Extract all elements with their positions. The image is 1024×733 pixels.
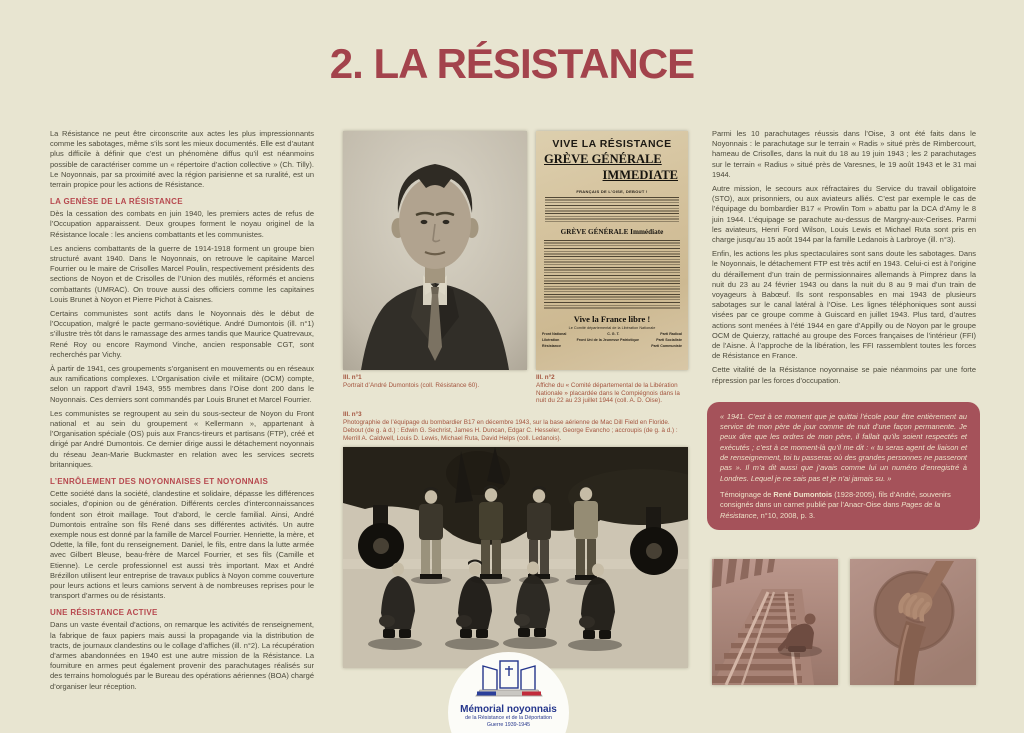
section-heading-resistance-active: UNE RÉSISTANCE ACTIVE	[50, 608, 158, 618]
crew-photo	[343, 447, 688, 668]
right-column	[712, 129, 976, 685]
caption-label: Ill. n°2	[536, 374, 555, 381]
body-paragraph: Autre mission, le secours aux réfractaires du Service du travail obligatoire (STO), aux prisonniers, ou aux aviateurs alliés. C’est par exemple le cas de l’équipage du bombardier B17 « Prowlin Tom » abattu par la DCA d’Amy le 8 juin 1944. L’équipage se parachute au-dessus de Margny-aux-Cerises. Parmi les aviateurs, Henri Ford Wilson, Louis Lewis et Michael Ruta sont pris en charge jusqu’au 15 août 1944 par la famille Ledanois à Larbroye (ill. n°3).	[712, 184, 976, 245]
body-paragraph: Dès la cessation des combats en juin 1940, les premiers actes de refus de l’Occupation apparaissent. Deux groupes forment le noyau originel de la Résistance locale : les anciens combattants et les communistes.	[50, 209, 314, 239]
caption-text: Affiche du « Comité départemental de la Libération Nationale » placardée dans le Compiégnois dans la nuit du 22 au 23 juillet 1944 (coll. A. D. Oise).	[536, 381, 680, 405]
attribution-name: René Dumontois	[773, 489, 833, 499]
caption-ill-1	[343, 374, 527, 405]
poster-subhead: FRANÇAIS DE L’OISE, DEBOUT !	[576, 189, 648, 194]
caption-text: Portrait d’André Dumontois (coll. Résistance 60).	[343, 381, 480, 389]
poster-committee-line: Le Comité départemental de la Libération Nationale	[568, 326, 656, 330]
poster-signatory: Parti Socialiste	[656, 338, 682, 342]
body-paragraph: Cette société dans la société, clandestine et solidaire, dépasse les différences sociales, d’opinion ou de génération. Différents cercles d’interconnaissances fondent son étroit maillage. Tout d’abord, le cercle familial. Ainsi, André Dumontois entraîne son fils René dans ses différentes activités. Un autre exemple nous est donné par la famille de Marcel Fourrier. Henriette, la mère, et Odette, la fille, font du renseignement. Daniel, le fils, entre dans la lutte armée avec Gilbert Bleuse, beau-frère de Marcel Fourrier, et ses fils (Camille et Etienne). Le cercle professionnel est aussi très important. Max et André Brézillon utilisent leur entreprise de travaux publics à Noyon comme couverture pour leurs actions et leurs camions servent à de nombreuses reprises pour le transport d’armes ou de résistants.	[50, 489, 314, 601]
quote-attribution	[720, 490, 967, 521]
illustration-row	[343, 131, 688, 370]
poster-signatory: Parti Communiste	[651, 344, 682, 348]
section-heading-enrolement: L’ENRÔLEMENT DES NOYONNAISES ET NOYONNAIS	[50, 477, 269, 487]
poster-headline-2: GRÈVE GÉNÉRALE	[544, 152, 662, 166]
body-paragraph: Les anciens combattants de la guerre de 1914-1918 forment un groupe bien structuré avant 1940. Dans le Noyonnais, on retrouve le capitaine Marcel Fourrier ou le maire de Crisolles Marcel Poulin, respectivement présidents des sections de Noyon et de Crisolles de l’Union des mutilés, réformés et anciens combattants (UMRAC). On trouve aussi des officiers comme les capitaines Louis Brunet à Noyon et Pierre Pichot à Caisnes.	[50, 243, 314, 304]
body-paragraph: Les communistes se regroupent au sein du sous-secteur de Noyon du Front national et au sein du groupement « Kellermann », appartenant à l’Organisation spéciale (OS) puis aux Francs-tireurs et partisans (FTP), créé et dirigé par André Dumontois. Ce dernier dirige aussi le détachement noyonnais du réseau Jean-Marie Buckmaster en relation avec les services secrets britanniques.	[50, 408, 314, 469]
poster-signatory: C. G. T.	[607, 332, 620, 336]
section-heading-genese: LA GENÈSE DE LA RÉSISTANCE	[50, 197, 183, 207]
poster-body-lines	[545, 197, 679, 224]
caption-label: Ill. n°3	[343, 411, 362, 419]
caption-row	[343, 374, 688, 405]
poster-signatory: Résistance	[542, 344, 561, 348]
body-paragraph: Enfin, les actions les plus spectaculaires sont sans doute les sabotages. Dans le Noyonnais, le détachement FTP est très actif en 1943. Celui-ci est à l’origine du déraillement d’un train de permissionnaires allemands à Pimprez dans la nuit du 23 au 24 février 1943 ou dans la nuit du 8 au 9 mai d’un train de voyageurs à Babœuf. Ils sont responsables en mai 1943 de plusieurs sabotages sur le canal latéral à l’Oise. Les lignes téléphoniques sont aussi visées par ce groupe comme à Guiscard en juillet 1943. Plus tard, d’autres actions sont menées à l’été 1944 en gare d’Appilly ou de Noyon par le groupe OCM de Quierzy, rattaché au groupe des Forces françaises de l’intérieur (FFI) de l’Aisne. À l’approche de la libération, les FFI rassemblent toutes les forces de Résistance en France.	[712, 249, 976, 361]
body-paragraph: Dans un vaste éventail d’actions, on remarque les activités de renseignement, la fabrique de faux papiers mais aussi la propagande via la distribution de tracts, de journaux clandestins ou le collage d’affiches (ill. n°2). La récupération d’armes abandonnées en 1940 est une autre mission de la Résistance. La fourniture en armes peut également provenir des parachutages réalisés sur des terrains homologués par le Bureau des opérations aériennes (BOA) chargé d’organiser leur réception.	[50, 620, 314, 691]
intro-paragraph: La Résistance ne peut être circonscrite aux actes les plus impressionnants comme les sabotages, même s’ils sont les mieux documentés. Elle est d’autant plus difficile à définir que c’est un phénomène diffus qu’il est néanmoins possible de caractériser comme un « répertoire d’action collective » (Ch. Tilly). Le Noyonnais, par sa proximité avec la région parisienne et sa ruralité, est un terrain propice pour les actions de Résistance.	[50, 129, 314, 190]
poster-signatory: Front Uni de la Jeunesse Patriotique	[576, 338, 639, 342]
crew-photo-illustration	[343, 447, 688, 668]
body-paragraph: Cette vitalité de la Résistance noyonnaise se paie néanmoins par une forte répression par les forces d’occupation.	[712, 365, 976, 385]
testimony-quote-box	[707, 402, 980, 530]
portrait-illustration	[343, 131, 527, 370]
attribution-end: , n°10, 2008, p. 3.	[756, 510, 815, 520]
poster-headline-1: VIVE LA RÉSISTANCE	[552, 138, 672, 150]
caption-ill-3	[343, 411, 688, 442]
caption-label: Ill. n°1	[343, 374, 362, 381]
logo-title: Mémorial noyonnais	[460, 704, 557, 715]
hands-relief-illustration	[850, 559, 976, 685]
poster-headline-3: IMMEDIATE	[602, 168, 678, 182]
memorial-photo-row	[712, 559, 976, 685]
resistance-poster	[536, 131, 688, 370]
poster-signatories-row	[542, 344, 682, 348]
illustrations-column	[343, 131, 688, 668]
left-column	[50, 129, 314, 696]
memorial-rails-photo	[712, 559, 838, 685]
logo-subtitle: de la Résistance et de la Déportation	[465, 715, 552, 721]
caption-ill-2	[536, 374, 688, 405]
memorial-logo	[448, 652, 569, 733]
poster-signatories-row	[542, 332, 682, 336]
quote-text: « 1941. C’est à ce moment que je quittai l’école pour être entièrement au service de mon père de jour comme de nuit d’une façon permanente. Je peux dire que les ordres de mon père, il fallait qu’ils soient respectés et exécutés ; c’est à ce moment-là qu’il me dit : « tu seras agent de liaison et de renseignement, toi tu passeras où des grandes personnes ne passeront pas ». Il m’a dit aussi que j’avais comme lui un numéro d’enregistré à Londres. Lequel je ne sais pas et je n’ai jamais su. »	[720, 411, 967, 483]
memorial-triptych-icon	[473, 659, 545, 699]
poster-mid-heading: GRÈVE GÉNÉRALE Immédiate	[560, 228, 664, 236]
poster-signatory: Libération	[542, 338, 560, 342]
poster-signatories-row	[542, 338, 682, 342]
portrait-photo	[343, 131, 527, 370]
poster-signatory: Front National	[542, 332, 567, 336]
poster-signatory: Parti Radical	[660, 332, 682, 336]
page-title: 2. LA RÉSISTANCE	[329, 40, 695, 87]
body-paragraph: Parmi les 10 parachutages réussis dans l’Oise, 3 ont été faits dans le Noyonnais : le parachutage sur le terrain « Radis » situé près de Rimbercourt, hameau de Crisolles, dans la nuit du 18 au 19 juin 1943 ; les 2 parachutages sur le terrain « Radius » situé près de Varesnes, le 19 août 1943 et le 31 mai 1944.	[712, 129, 976, 179]
poster-body-lines	[544, 240, 680, 310]
attribution-prefix: Témoignage de	[720, 489, 774, 499]
logo-years: Guerre 1939-1945	[486, 722, 531, 728]
attribution-middle: (1928-2005), fils d’André, souvenirs consignés dans un carnet publié par l’Anacr-Oise dans	[720, 489, 951, 510]
attribution-publication: Pages de la Résistance	[720, 500, 941, 520]
memorial-hands-photo	[850, 559, 976, 685]
poster-vive-la-france: Vive la France libre !	[573, 314, 651, 324]
rails-relief-illustration	[712, 559, 838, 685]
body-paragraph: Certains communistes sont actifs dans le Noyonnais dès le début de l’Occupation, malgré le pacte germano-soviétique. André Dumontois (ill. n°1) s’illustre très tôt dans le ramassage des armes tandis que Maurice Quatrevaux, René Roy ou encore Raymond Vinche, ancien responsable CGT, sont recherchés par Vichy.	[50, 309, 314, 359]
body-paragraph: À partir de 1941, ces groupements s’organisent en mouvements ou en réseaux aux ramifications complexes. L’Organisation civile et militaire (OCM) compte, selon un rapport d’avril 1943, 955 membres dans l’Oise dont 200 dans le Noyonnais. Ces derniers sont commandés par Louis Brunet et Marcel Fourrier.	[50, 364, 314, 404]
caption-text: Photographie de l’équipage du bombardier B17 en décembre 1943, sur la base aérienne de Mac Dill Field en Floride. Debout (de g. à d.) : Edwin G. Sechrist, James H. Duncan, Edgar C. Hesseler, George Evancho ; accroupis (de g. à d.) : Merrill A. Caldwell, Louis D. Lewis, Michael Ruta, David Helps (coll. Ledanois).	[343, 418, 678, 442]
